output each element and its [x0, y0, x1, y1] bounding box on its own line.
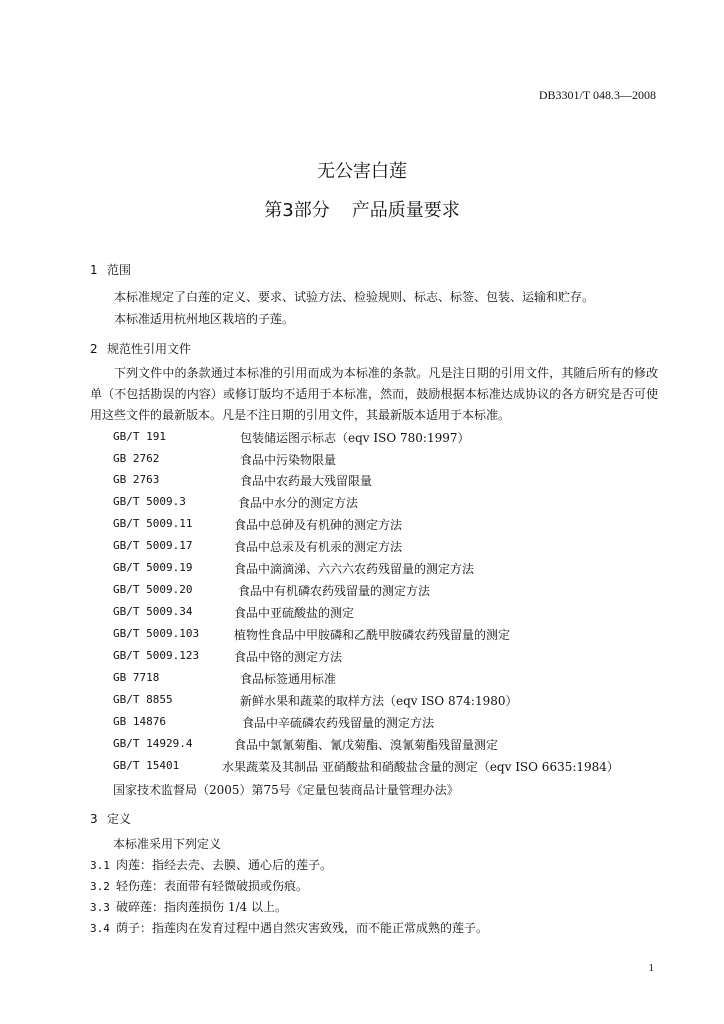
reference-title: 水果蔬菜及其制品 亚硝酸盐和硝酸盐含量的测定（eqv ISO 6635:1984） — [222, 760, 619, 774]
definition-item — [90, 877, 308, 894]
part-label: 第3部分 — [264, 200, 330, 221]
subtitle-text: 产品质量要求 — [351, 200, 460, 221]
reference-code: GB/T 5009.34 — [113, 605, 193, 618]
reference-title: 食品中总砷及有机砷的测定方法 — [234, 518, 403, 532]
reference-code: GB/T 8855 — [113, 693, 173, 706]
definition-item — [90, 898, 287, 915]
reference-title: 食品中有机磷农药残留量的测定方法 — [238, 584, 431, 598]
reference-title: 新鲜水果和蔬菜的取样方法（eqv ISO 874:1980） — [240, 694, 518, 708]
page-number: 1 — [648, 962, 654, 974]
definition-text: 肉莲：指经去壳、去膜、通心后的莲子。 — [116, 858, 333, 872]
section-2-extra-reference: 国家技术监督局（2005）第75号《定量包装商品计量管理办法》 — [113, 783, 459, 797]
reference-code: GB/T 5009.11 — [113, 517, 193, 530]
reference-title: 食品中滴滴涕、六六六农药残留量的测定方法 — [234, 562, 475, 576]
definition-item — [90, 919, 488, 936]
reference-code: GB/T 5009.103 — [113, 627, 200, 640]
reference-title: 食品中水分的测定方法 — [238, 496, 359, 510]
reference-title: 食品中亚硫酸盐的测定 — [234, 606, 355, 620]
reference-code: GB/T 15401 — [113, 759, 180, 772]
section-title: 定义 — [107, 812, 132, 826]
reference-title: 食品中污染物限量 — [240, 453, 337, 467]
reference-code: GB/T 191 — [113, 430, 166, 443]
section-number: 2 — [90, 342, 98, 356]
reference-title: 食品标签通用标准 — [240, 672, 337, 686]
reference-code: GB/T 5009.3 — [113, 495, 186, 508]
section-title: 规范性引用文件 — [107, 342, 192, 356]
reference-code: GB/T 5009.20 — [113, 583, 193, 596]
definition-number: 3.4 — [90, 922, 110, 935]
section-title: 范围 — [107, 263, 132, 277]
section-3-intro: 本标准采用下列定义 — [113, 837, 222, 851]
reference-code: GB 2762 — [113, 452, 160, 465]
definition-number: 3.2 — [90, 880, 110, 893]
section-number: 3 — [90, 812, 98, 826]
reference-title: 食品中氯氰菊酯、氰戊菊酯、溴氰菊酯残留量测定 — [234, 738, 499, 752]
definition-item — [90, 856, 332, 873]
section-1-paragraph: 本标准规定了白莲的定义、要求、试验方法、检验规则、标志、标签、包装、运输和贮存。 — [114, 290, 595, 304]
reference-code: GB/T 5009.19 — [113, 561, 193, 574]
reference-title: 食品中农药最大残留限量 — [240, 474, 373, 488]
reference-title: 食品中铬的测定方法 — [234, 650, 343, 664]
reference-code: GB/T 14929.4 — [113, 737, 193, 750]
reference-code: GB 7718 — [113, 671, 160, 684]
definition-text: 荫子：指莲肉在发育过程中遇自然灾害致残，而不能正常成熟的莲子。 — [116, 921, 489, 935]
reference-title: 食品中总汞及有机汞的测定方法 — [234, 540, 403, 554]
definition-number: 3.3 — [90, 901, 110, 914]
reference-title: 包装储运图示标志（eqv ISO 780:1997） — [240, 431, 470, 445]
reference-title: 植物性食品中甲胺磷和乙酰甲胺磷农药残留量的测定 — [234, 628, 511, 642]
reference-title: 食品中辛硫磷农药残留量的测定方法 — [242, 716, 435, 730]
section-1-heading — [90, 261, 131, 278]
reference-code: GB 2763 — [113, 473, 160, 486]
section-3-heading — [90, 810, 131, 827]
reference-code: GB 14876 — [113, 715, 166, 728]
reference-code: GB/T 5009.123 — [113, 649, 200, 662]
definition-text: 轻伤莲：表面带有轻微破损或伤痕。 — [116, 879, 309, 893]
reference-code: GB/T 5009.17 — [113, 539, 193, 552]
document-title: 无公害白莲 — [317, 161, 407, 182]
section-1-paragraph: 本标准适用杭州地区栽培的子莲。 — [114, 312, 295, 326]
section-number: 1 — [90, 263, 98, 277]
definition-number: 3.1 — [90, 859, 110, 872]
definition-text: 破碎莲：指肉莲损伤 1/4 以上。 — [116, 900, 287, 914]
document-subtitle — [0, 196, 724, 222]
document-code: DB3301/T 048.3—2008 — [538, 88, 656, 102]
section-2-heading — [90, 340, 191, 357]
section-2-intro: 下列文件中的条款通过本标准的引用而成为本标准的条款。凡是注日期的引用文件，其随后所有的修改单（不包括勘误的内容）或修订版均不适用于本标准，然而，鼓励根据本标准达成协议的各方研究是否可使用这些文件的最新版本。凡是不注日期的引用文件，其最新版本适用于本标准。 — [90, 366, 658, 422]
